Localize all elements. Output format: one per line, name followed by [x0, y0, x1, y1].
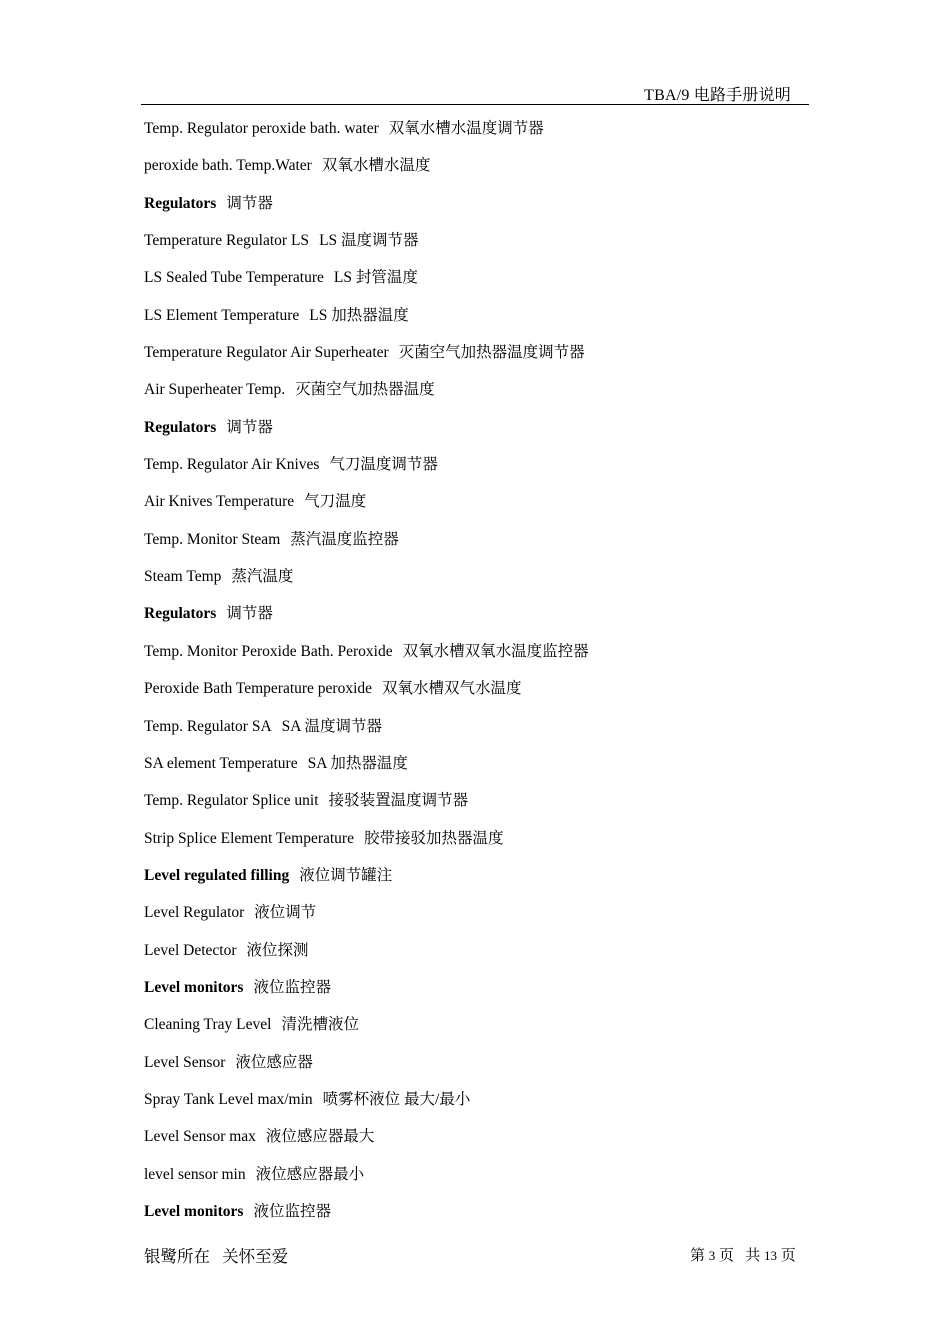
page-suffix: 页	[719, 1248, 735, 1264]
term-chinese: 液位监控器	[253, 978, 331, 996]
term-chinese: 胶带接驳加热器温度	[363, 829, 504, 847]
term-english: Regulators	[144, 194, 217, 212]
total-prefix: 共	[745, 1248, 761, 1264]
term-english: Temp. Monitor Steam	[144, 530, 281, 548]
term-chinese: 灭菌空气加热器温度	[295, 381, 435, 399]
total-suffix: 页	[780, 1248, 796, 1264]
glossary-entry	[144, 228, 804, 265]
term-chinese: LS 封管温度	[333, 269, 418, 287]
term-chinese: LS 温度调节器	[319, 232, 419, 250]
term-english: LS Element Temperature	[144, 306, 300, 324]
term-english: Regulators	[144, 605, 217, 623]
glossary-entry	[144, 1050, 804, 1087]
glossary-entry	[144, 900, 804, 937]
section-heading	[144, 415, 804, 452]
term-chinese: 液位感应器最小	[255, 1165, 365, 1183]
term-english: Level Sensor	[144, 1053, 226, 1071]
glossary-entry	[144, 303, 804, 340]
glossary-entry	[144, 527, 804, 564]
term-chinese: 蒸汽温度监控器	[290, 530, 399, 548]
page-header	[141, 80, 809, 105]
glossary-entry	[144, 751, 804, 788]
section-heading	[144, 601, 804, 638]
term-english: Air Knives Temperature	[144, 493, 295, 511]
term-english: Level Sensor max	[144, 1128, 256, 1146]
term-chinese: 气刀温度	[304, 493, 367, 511]
glossary-entry	[144, 153, 804, 190]
glossary-entry	[144, 1162, 804, 1199]
term-english: Temp. Regulator peroxide bath. water	[144, 120, 379, 137]
glossary-entry	[144, 116, 804, 153]
term-chinese: 灭菌空气加热器温度调节器	[398, 344, 585, 362]
term-english: Temperature Regulator Air Superheater	[144, 344, 389, 362]
term-english: Temperature Regulator LS	[144, 232, 310, 250]
term-english: peroxide bath. Temp.Water	[144, 157, 312, 175]
term-chinese: 接驳装置温度调节器	[328, 792, 469, 810]
term-chinese: SA 加热器温度	[307, 754, 408, 772]
section-heading	[144, 1199, 804, 1236]
term-chinese: 调节器	[226, 194, 273, 212]
glossary-entry	[144, 452, 804, 489]
page-total: 13	[764, 1248, 778, 1263]
term-english: Strip Splice Element Temperature	[144, 829, 354, 847]
term-chinese: 液位感应器最大	[265, 1128, 375, 1146]
term-english: level sensor min	[144, 1165, 246, 1183]
glossary-entry	[144, 377, 804, 414]
term-chinese: 双氧水槽水温度调节器	[388, 120, 544, 137]
glossary-entry	[144, 1087, 804, 1124]
term-chinese: 蒸汽温度	[231, 568, 294, 586]
glossary-entry	[144, 1124, 804, 1161]
term-english: Temp. Monitor Peroxide Bath. Peroxide	[144, 642, 393, 660]
term-english: Level regulated filling	[144, 866, 290, 884]
section-heading	[144, 863, 804, 900]
term-chinese: 液位调节	[254, 904, 317, 922]
term-chinese: 气刀温度调节器	[329, 456, 438, 474]
page-number	[690, 1244, 796, 1265]
term-english: Regulators	[144, 418, 217, 436]
term-english: Air Superheater Temp.	[144, 381, 286, 399]
page-prefix: 第	[690, 1248, 706, 1264]
glossary-entry	[144, 788, 804, 825]
term-chinese: 液位探测	[246, 941, 309, 959]
term-chinese: SA 温度调节器	[281, 717, 382, 735]
term-english: Spray Tank Level max/min	[144, 1090, 313, 1108]
term-chinese: 调节器	[226, 605, 273, 623]
term-english: Peroxide Bath Temperature peroxide	[144, 680, 373, 698]
glossary-entry	[144, 340, 804, 377]
term-english: LS Sealed Tube Temperature	[144, 269, 324, 287]
glossary-entry	[144, 826, 804, 863]
footer-motto: 银鹭所在 关怀至爱	[144, 1247, 289, 1266]
glossary-entry	[144, 1012, 804, 1049]
term-chinese: 双氧水槽水温度	[321, 157, 431, 175]
glossary-entry	[144, 489, 804, 526]
section-heading	[144, 975, 804, 1012]
section-heading	[144, 191, 804, 228]
term-english: Level Regulator	[144, 904, 245, 922]
term-chinese: 液位感应器	[235, 1053, 313, 1071]
term-english: SA element Temperature	[144, 754, 298, 772]
glossary-entry	[144, 265, 804, 302]
term-chinese: 清洗槽液位	[281, 1016, 359, 1034]
term-english: Level monitors	[144, 1202, 244, 1220]
term-english: Cleaning Tray Level	[144, 1016, 272, 1034]
term-english: Temp. Regulator SA	[144, 717, 272, 735]
term-chinese: 液位调节罐注	[299, 866, 393, 884]
term-chinese: 液位监控器	[253, 1202, 331, 1220]
glossary-entry	[144, 639, 804, 676]
document-title: TBA/9 电路手册说明	[644, 87, 791, 104]
term-chinese: 双氧水槽双氧水温度监控器	[402, 642, 589, 660]
term-chinese: 调节器	[226, 418, 273, 436]
term-chinese: 双氧水槽双气水温度	[382, 680, 522, 698]
term-chinese: 喷雾杯液位 最大/最小	[322, 1090, 471, 1108]
page-current: 3	[708, 1248, 716, 1263]
term-english: Temp. Regulator Air Knives	[144, 456, 320, 474]
term-english: Level Detector	[144, 941, 237, 959]
glossary-entry	[144, 676, 804, 713]
glossary-list	[144, 116, 804, 1236]
glossary-entry	[144, 938, 804, 975]
glossary-entry	[144, 564, 804, 601]
term-english: Steam Temp	[144, 568, 222, 586]
term-chinese: LS 加热器温度	[309, 306, 409, 324]
glossary-entry	[144, 714, 804, 751]
term-english: Level monitors	[144, 978, 244, 996]
term-english: Temp. Regulator Splice unit	[144, 792, 319, 810]
